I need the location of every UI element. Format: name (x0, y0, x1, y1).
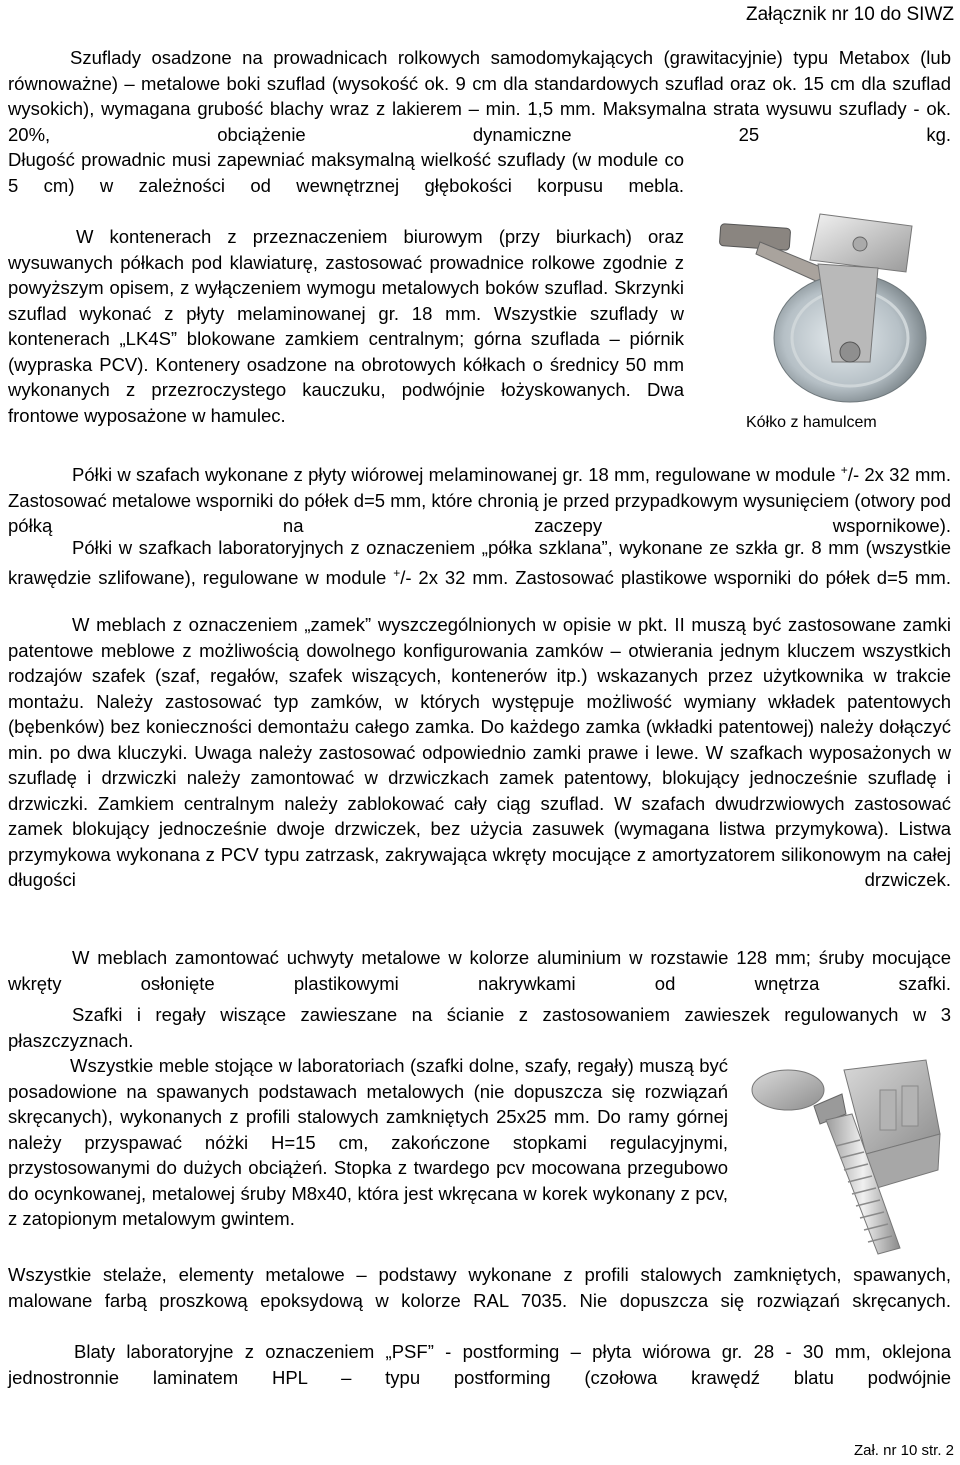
paragraph-drawer-slides: Szuflady osadzone na prowadnicach rolkowych samodomykających (grawitacyjnie) typu Metabox (lub równoważne) – metalowe boki szuflad (wysokość ok. 9 cm dla standardowych szuflad oraz ok. 15 cm dla szuflad wysokich), wymagana grubość blachy wraz z lakierem – min. 1,5 mm. Maksymalna strata wysuwu szuflady - ok. 20%, obciążenie dynamiczne 25 kg. (8, 47, 951, 145)
paragraph-worktops: Blaty laboratoryjne z oznaczeniem „PSF” - postforming – płyta wiórowa gr. 28 - 30 mm, oklejona jednostronnie laminatem HPL – typu postforming (czołowa krawędź blatu podwójnie (8, 1341, 951, 1388)
plus-sign: + (393, 565, 401, 580)
paragraph-wall-cabinets: Szafki i regały wiszące zawieszane na ścianie z zastosowaniem zawieszek regulowanych w 3 płaszczyznach. (8, 1004, 951, 1051)
paragraph-glass-shelves (8, 535, 951, 616)
glass-shelves-text-part2: /- 2x 32 mm. Zastosować plastikowe wsporniki do półek d=5 mm. (400, 566, 951, 588)
paragraph-locks: W meblach z oznaczeniem „zamek” wyszczególnionych w opisie w pkt. II muszą być zastosowane zamki patentowe meblowe z możliwością dowolnego konfigurowania zamków – otwierania jednym kluczem wszystkich rodzajów szafek (szaf, regałów, szafek wiszących, kontenerów itp.) wskazanych przez użytkownika w trakcie montażu. Należy zastosować typ zamków, w których występuje możliwość wymiany wkładek patentowych (bębenków) bez konieczności demontażu całego zamka. Do każdego zamka (wkładki patentowej) należy dołączyć min. po dwa kluczyki. Uwaga należy zastosować odpowiednio zamki prawe i lewe. W szafkach wyposażonych w szufladę i drzwiczki należy zamontować w drzwiczkach zamek patentowy, blokujący jednocześnie szufladę i drzwiczki. Zamkiem centralnym należy zablokować cały ciąg szuflad. W szafach dwudrzwiowych zastosować zamek blokujący jednocześnie dwoje drzwiczek, bez użycia zasuwek (wymagana listwa przymykowa). Listwa przymykowa wykonana z PCV typu zatrzask, zakrywająca wkręty mocujące z amortyzatorem silikonowym na całej długości drzwiczek. (8, 614, 951, 890)
plus-sign: + (840, 463, 848, 477)
caster-wheel-image (700, 212, 950, 412)
paragraph-bases: Wszystkie meble stojące w laboratoriach (szafki dolne, szafy, regały) muszą być posadowione na spawanych podstawach metalowych (nie dopuszcza się rozwiązań skręcanych), wykonanych z profili stalowych zamkniętych 25x25 mm. Do ramy górnej należy przyspawać nóżki H=15 cm, zakończone stopkami regulacyjnymi, przystosowanymi do dużych obciążeń. Stopka z twardego pcv mocowana przegubowo do ocynkowanej, metalowej śruby M8x40, która jest wkręcana w korek wykonany z pcv, z zatopionym metalowym gwintem. (8, 1055, 728, 1229)
glass-shelves-text-part1: Półki w szafkach laboratoryjnych z oznaczeniem „półka szklana”, wykonane ze szkła gr. 8 mm (wszystkie krawędzie szlifowane), regulowane w module (8, 537, 951, 588)
paragraph-handles: W meblach zamontować uchwyty metalowe w kolorze aluminium w rozstawie 128 mm; śruby mocujące wkręty osłonięte plastikowymi nakrywkami od wnętrza szafki. (8, 947, 951, 994)
document-header: Załącznik nr 10 do SIWZ (745, 4, 954, 25)
page-number: Zał. nr 10 str. 2 (853, 1442, 954, 1459)
shelves-text-part1: Półki w szafach wykonane z płyty wiórowej melaminowanej gr. 18 mm, regulowane w module (72, 464, 841, 486)
paragraph-slide-length: Długość prowadnic musi zapewniać maksymalną wielkość szuflady (w module co 5 cm) w zależności od wewnętrznej głębokości korpusu mebla. (8, 149, 684, 196)
caster-caption: Kółko z hamulcem (746, 414, 877, 431)
paragraph-containers: W kontenerach z przeznaczeniem biurowym (przy biurkach) oraz wysuwanych półkach pod klawiaturę, zastosować prowadnice rolkowe zgodnie z powyższym opisem, z wyłączeniem wymogu metalowych boków szuflad. Skrzynki szuflad wykonać z płyty melaminowanej gr. 18 mm. Wszystkie szuflady w kontenerach „LK4S” blokowane zamkiem centralnym; górna szuflada – piórnik (wypraska PCV). Kontenery osadzone na obrotowych kółkach o średnicy 50 mm wykonanych z przezroczystego kauczuku, podwójnie łożyskowanych. Dwa frontowe wyposażone w hamulec. (8, 226, 684, 426)
shelves-text-part2: /- 2x 32 mm. Zastosować metalowe wsporniki do półek d=5 mm, które chronią je przed przypadkowym wysunięciem (otwory pod półką na zaczepy wspornikowe). (8, 464, 951, 537)
adjustable-foot-image (740, 1050, 950, 1260)
paragraph-frames: Wszystkie stelaże, elementy metalowe – podstawy wykonane z profili stalowych zamkniętych, spawanych, malowane farbą proszkową epoksydową w kolorze RAL 7035. Nie dopuszcza się rozwiązań skręcanych. (8, 1264, 951, 1311)
